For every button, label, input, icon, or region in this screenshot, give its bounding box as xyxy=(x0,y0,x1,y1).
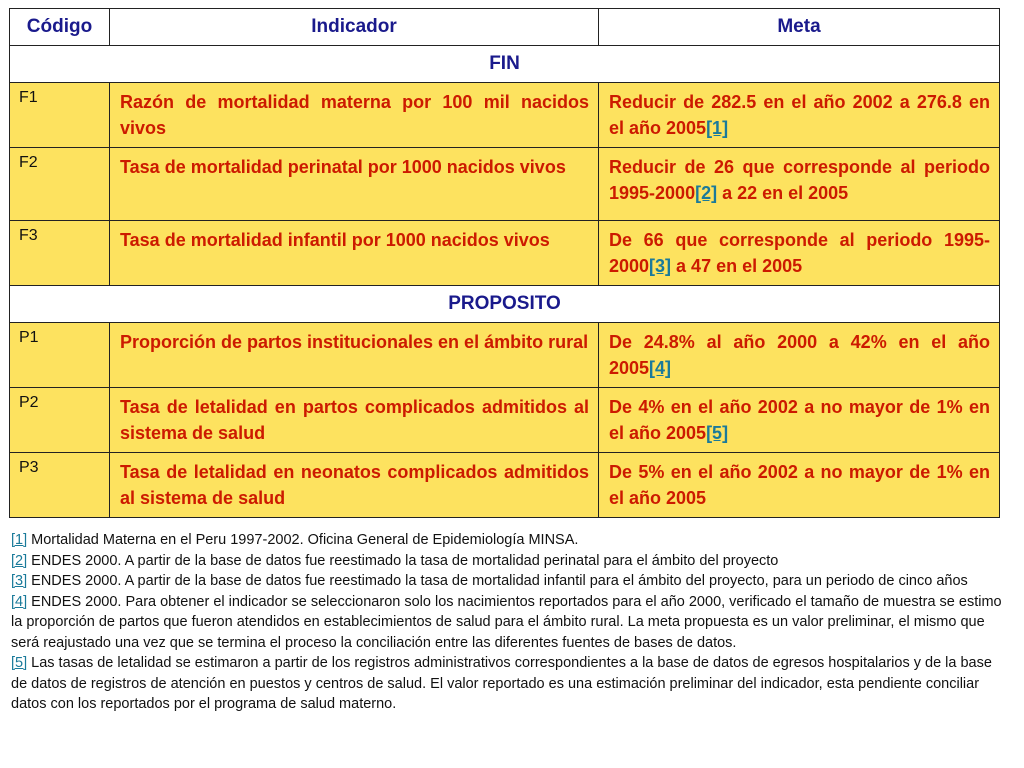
row-code: P3 xyxy=(10,453,110,518)
footnote xyxy=(11,592,1011,654)
table-row xyxy=(10,388,1000,453)
table-row xyxy=(10,323,1000,388)
row-goal xyxy=(599,323,1000,388)
section-row-fin xyxy=(10,46,1000,83)
goal-text: De 66 que corresponde al periodo 1995-2000 xyxy=(609,230,990,276)
row-indicator: Tasa de letalidad en partos complicados admitidos al sistema de salud xyxy=(110,388,599,453)
goal-text: Reducir de 26 que corresponde al periodo 1995-2000 xyxy=(609,157,990,203)
footnote-ref-link[interactable]: [5] xyxy=(706,423,729,443)
footnote-ref-link[interactable]: [1] xyxy=(706,118,729,138)
goal-text-after: a 47 en el 2005 xyxy=(671,256,803,276)
table-header-row xyxy=(10,9,1000,46)
table-row xyxy=(10,83,1000,148)
footnote xyxy=(11,530,1011,551)
row-indicator: Proporción de partos institucionales en el ámbito rural xyxy=(110,323,599,388)
row-goal xyxy=(599,83,1000,148)
row-indicator: Tasa de letalidad en neonatos complicados admitidos al sistema de salud xyxy=(110,453,599,518)
table-row xyxy=(10,453,1000,518)
indicator-table xyxy=(9,8,1000,518)
row-code: P1 xyxy=(10,323,110,388)
footnote-ref-link[interactable]: [3] xyxy=(649,256,672,276)
row-goal xyxy=(599,221,1000,286)
footnote-ref-link[interactable]: [2] xyxy=(695,183,718,203)
header-code: Código xyxy=(10,9,110,46)
footnote-link[interactable]: [5] xyxy=(11,655,28,671)
header-indicator: Indicador xyxy=(110,9,599,46)
indicator-table-container xyxy=(9,8,999,518)
header-goal: Meta xyxy=(599,9,1000,46)
footnotes xyxy=(11,530,1011,715)
goal-text-after: a 22 en el 2005 xyxy=(717,183,849,203)
goal-text: Reducir de 282.5 en el año 2002 a 276.8 en el año 2005 xyxy=(609,92,990,138)
footnote-link[interactable]: [3] xyxy=(11,573,28,589)
footnote xyxy=(11,571,1011,592)
footnote-text: ENDES 2000. A partir de la base de datos fue reestimado la tasa de mortalidad infantil para el ámbito del proyecto, para un periodo de cinco años xyxy=(27,573,968,589)
footnote-ref-link[interactable]: [4] xyxy=(649,358,672,378)
section-title: FIN xyxy=(10,46,1000,83)
footnote-text: Mortalidad Materna en el Peru 1997-2002. Oficina General de Epidemiología MINSA. xyxy=(27,532,579,548)
row-code: P2 xyxy=(10,388,110,453)
goal-text: De 4% en el año 2002 a no mayor de 1% en el año 2005 xyxy=(609,397,990,443)
footnote xyxy=(11,653,1011,715)
row-goal xyxy=(599,453,1000,518)
footnote-link[interactable]: [2] xyxy=(11,552,28,569)
row-indicator: Razón de mortalidad materna por 100 mil nacidos vivos xyxy=(110,83,599,148)
row-code: F3 xyxy=(10,221,110,286)
row-goal xyxy=(599,148,1000,221)
footnote-text: Las tasas de letalidad se estimaron a partir de los registros administrativos correspondientes a la base de datos de egresos hospitalarios y de la base de datos de registros de atención en puestos y centros de salud. El valor reportado es una estimación preliminar del indicador, esta pendiente conciliar datos con los reportados por el programa de salud materno. xyxy=(11,655,992,712)
row-indicator: Tasa de mortalidad perinatal por 1000 nacidos vivos xyxy=(110,148,599,221)
table-row xyxy=(10,221,1000,286)
row-goal xyxy=(599,388,1000,453)
row-indicator: Tasa de mortalidad infantil por 1000 nacidos vivos xyxy=(110,221,599,286)
section-title: PROPOSITO xyxy=(10,286,1000,323)
footnote-link[interactable]: [1] xyxy=(11,532,28,548)
row-code: F1 xyxy=(10,83,110,148)
footnote xyxy=(11,551,1011,572)
footnote-link[interactable]: [4] xyxy=(11,593,28,610)
row-code: F2 xyxy=(10,148,110,221)
footnote-text: ENDES 2000. Para obtener el indicador se seleccionaron solo los nacimientos reportados para el año 2000, verificado el tamaño de muestra se estimo la proporción de partos que fueron atendidos en establecimientos de salud para el ámbito rural. La meta propuesta es un valor preliminar, el mismo que será reajustado una vez que se termina el proceso la conciliación entre las diferentes fuentes de bases de datos. xyxy=(11,593,1002,651)
footnote-text: ENDES 2000. A partir de la base de datos fue reestimado la tasa de mortalidad perinatal para el ámbito del proyecto xyxy=(27,552,779,569)
section-row-proposito xyxy=(10,286,1000,323)
table-row xyxy=(10,148,1000,221)
goal-text: De 5% en el año 2002 a no mayor de 1% en el año 2005 xyxy=(609,462,990,508)
goal-text: De 24.8% al año 2000 a 42% en el año 2005 xyxy=(609,332,990,378)
